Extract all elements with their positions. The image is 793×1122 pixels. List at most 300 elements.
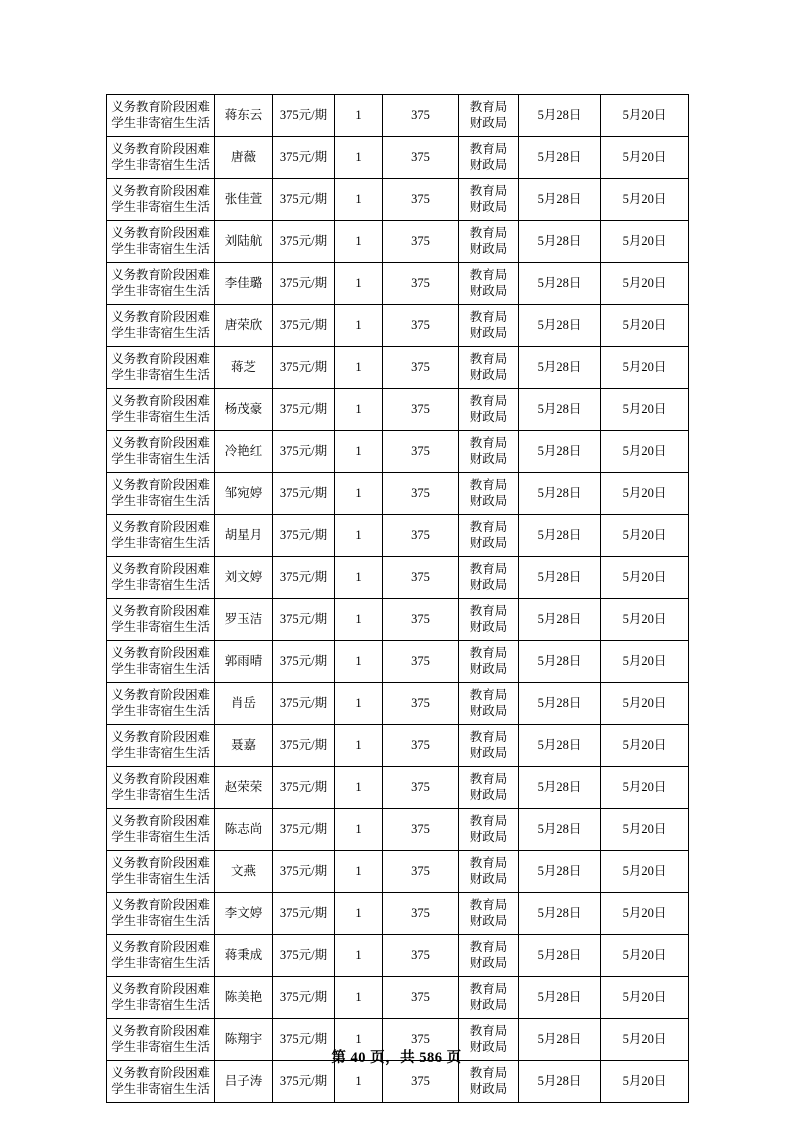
cell-date-second: 5月20日 <box>601 683 689 725</box>
department-line1: 教育局 <box>469 142 508 157</box>
cell-date-second: 5月20日 <box>601 305 689 347</box>
cell-date-first: 5月28日 <box>519 137 601 179</box>
cell-amount: 375 <box>383 137 459 179</box>
subsidy-item-line1: 义务教育阶段困难 <box>111 100 210 115</box>
cell-subsidy-item <box>107 935 215 977</box>
subsidy-item-line2: 学生非寄宿生生活 <box>111 1039 210 1054</box>
cell-amount: 375 <box>383 851 459 893</box>
subsidy-item-line1: 义务教育阶段困难 <box>111 142 210 157</box>
cell-student-name: 陈志尚 <box>215 809 273 851</box>
cell-date-first: 5月28日 <box>519 851 601 893</box>
cell-subsidy-item <box>107 305 215 347</box>
department-line1: 教育局 <box>469 562 508 577</box>
cell-date-first: 5月28日 <box>519 431 601 473</box>
cell-department <box>459 179 519 221</box>
subsidy-item-line1: 义务教育阶段困难 <box>111 436 210 451</box>
department-line1: 教育局 <box>469 436 508 451</box>
cell-student-name: 刘陆航 <box>215 221 273 263</box>
cell-standard: 375元/期 <box>273 641 335 683</box>
department-line1: 教育局 <box>469 982 508 997</box>
cell-date-first: 5月28日 <box>519 683 601 725</box>
table-row <box>107 935 689 977</box>
subsidy-item-line1: 义务教育阶段困难 <box>111 730 210 745</box>
cell-date-first: 5月28日 <box>519 725 601 767</box>
cell-date-second: 5月20日 <box>601 641 689 683</box>
department-line2: 财政局 <box>469 871 508 886</box>
department-line2: 财政局 <box>469 199 508 214</box>
cell-student-name: 张佳萱 <box>215 179 273 221</box>
subsidy-item-line1: 义务教育阶段困难 <box>111 184 210 199</box>
cell-student-name: 陈美艳 <box>215 977 273 1019</box>
cell-subsidy-item <box>107 221 215 263</box>
cell-department <box>459 347 519 389</box>
cell-date-second: 5月20日 <box>601 95 689 137</box>
cell-date-second: 5月20日 <box>601 977 689 1019</box>
table-row <box>107 389 689 431</box>
subsidy-item-line1: 义务教育阶段困难 <box>111 268 210 283</box>
cell-amount: 375 <box>383 179 459 221</box>
table-row <box>107 473 689 515</box>
cell-amount: 375 <box>383 473 459 515</box>
table-body <box>107 95 689 1103</box>
cell-count: 1 <box>335 557 383 599</box>
cell-department <box>459 95 519 137</box>
subsidy-item-line1: 义务教育阶段困难 <box>111 940 210 955</box>
subsidy-item-line2: 学生非寄宿生生活 <box>111 367 210 382</box>
cell-count: 1 <box>335 347 383 389</box>
table-row <box>107 851 689 893</box>
cell-count: 1 <box>335 641 383 683</box>
table-row <box>107 557 689 599</box>
table-row <box>107 95 689 137</box>
cell-date-second: 5月20日 <box>601 1019 689 1061</box>
cell-amount: 375 <box>383 725 459 767</box>
cell-date-first: 5月28日 <box>519 935 601 977</box>
department-line2: 财政局 <box>469 661 508 676</box>
cell-date-second: 5月20日 <box>601 473 689 515</box>
department-line1: 教育局 <box>469 268 508 283</box>
cell-standard: 375元/期 <box>273 767 335 809</box>
cell-amount: 375 <box>383 683 459 725</box>
subsidy-item-line2: 学生非寄宿生生活 <box>111 325 210 340</box>
cell-date-first: 5月28日 <box>519 1061 601 1103</box>
cell-student-name: 李佳璐 <box>215 263 273 305</box>
subsidy-item-line2: 学生非寄宿生生活 <box>111 955 210 970</box>
cell-student-name: 文燕 <box>215 851 273 893</box>
subsidy-item-line2: 学生非寄宿生生活 <box>111 451 210 466</box>
cell-student-name: 邹宛婷 <box>215 473 273 515</box>
department-line2: 财政局 <box>469 997 508 1012</box>
cell-subsidy-item <box>107 641 215 683</box>
department-line2: 财政局 <box>469 829 508 844</box>
cell-standard: 375元/期 <box>273 179 335 221</box>
cell-student-name: 杨茂豪 <box>215 389 273 431</box>
table-row <box>107 515 689 557</box>
cell-subsidy-item <box>107 725 215 767</box>
cell-date-first: 5月28日 <box>519 767 601 809</box>
subsidy-item-line2: 学生非寄宿生生活 <box>111 577 210 592</box>
subsidy-item-line2: 学生非寄宿生生活 <box>111 535 210 550</box>
cell-department <box>459 851 519 893</box>
subsidy-item-line1: 义务教育阶段困难 <box>111 814 210 829</box>
cell-subsidy-item <box>107 893 215 935</box>
department-line2: 财政局 <box>469 1081 508 1096</box>
subsidy-item-line2: 学生非寄宿生生活 <box>111 829 210 844</box>
cell-date-second: 5月20日 <box>601 515 689 557</box>
cell-standard: 375元/期 <box>273 851 335 893</box>
cell-count: 1 <box>335 515 383 557</box>
table-row <box>107 977 689 1019</box>
department-line1: 教育局 <box>469 478 508 493</box>
cell-amount: 375 <box>383 515 459 557</box>
cell-amount: 375 <box>383 221 459 263</box>
cell-standard: 375元/期 <box>273 1061 335 1103</box>
cell-count: 1 <box>335 1019 383 1061</box>
cell-date-first: 5月28日 <box>519 641 601 683</box>
subsidy-item-line2: 学生非寄宿生生活 <box>111 913 210 928</box>
subsidy-table <box>106 94 689 1103</box>
cell-department <box>459 809 519 851</box>
cell-amount: 375 <box>383 263 459 305</box>
cell-count: 1 <box>335 473 383 515</box>
cell-student-name: 刘文婷 <box>215 557 273 599</box>
cell-count: 1 <box>335 767 383 809</box>
department-line2: 财政局 <box>469 115 508 130</box>
subsidy-item-line1: 义务教育阶段困难 <box>111 772 210 787</box>
table-row <box>107 893 689 935</box>
table-row <box>107 347 689 389</box>
cell-student-name: 陈翔宇 <box>215 1019 273 1061</box>
subsidy-item-line2: 学生非寄宿生生活 <box>111 745 210 760</box>
cell-date-first: 5月28日 <box>519 95 601 137</box>
cell-student-name: 李文婷 <box>215 893 273 935</box>
cell-date-first: 5月28日 <box>519 221 601 263</box>
cell-amount: 375 <box>383 599 459 641</box>
cell-amount: 375 <box>383 95 459 137</box>
cell-date-second: 5月20日 <box>601 557 689 599</box>
subsidy-item-line1: 义务教育阶段困难 <box>111 226 210 241</box>
cell-count: 1 <box>335 137 383 179</box>
department-line2: 财政局 <box>469 787 508 802</box>
table-row <box>107 305 689 347</box>
cell-count: 1 <box>335 977 383 1019</box>
cell-standard: 375元/期 <box>273 389 335 431</box>
cell-subsidy-item <box>107 515 215 557</box>
cell-amount: 375 <box>383 557 459 599</box>
cell-department <box>459 389 519 431</box>
cell-amount: 375 <box>383 1061 459 1103</box>
subsidy-item-line1: 义务教育阶段困难 <box>111 646 210 661</box>
cell-subsidy-item <box>107 809 215 851</box>
cell-student-name: 罗玉洁 <box>215 599 273 641</box>
cell-date-second: 5月20日 <box>601 347 689 389</box>
table-row <box>107 263 689 305</box>
cell-department <box>459 515 519 557</box>
cell-count: 1 <box>335 725 383 767</box>
cell-department <box>459 221 519 263</box>
cell-subsidy-item <box>107 431 215 473</box>
cell-student-name: 肖岳 <box>215 683 273 725</box>
cell-amount: 375 <box>383 935 459 977</box>
cell-amount: 375 <box>383 305 459 347</box>
cell-student-name: 赵荣荣 <box>215 767 273 809</box>
cell-date-second: 5月20日 <box>601 221 689 263</box>
subsidy-item-line2: 学生非寄宿生生活 <box>111 661 210 676</box>
subsidy-item-line2: 学生非寄宿生生活 <box>111 199 210 214</box>
cell-student-name: 唐荣欣 <box>215 305 273 347</box>
department-line2: 财政局 <box>469 745 508 760</box>
cell-date-first: 5月28日 <box>519 515 601 557</box>
cell-count: 1 <box>335 263 383 305</box>
department-line1: 教育局 <box>469 1066 508 1081</box>
table-row <box>107 137 689 179</box>
cell-student-name: 聂嘉 <box>215 725 273 767</box>
cell-subsidy-item <box>107 851 215 893</box>
table-row <box>107 431 689 473</box>
cell-standard: 375元/期 <box>273 893 335 935</box>
cell-standard: 375元/期 <box>273 809 335 851</box>
subsidy-item-line1: 义务教育阶段困难 <box>111 394 210 409</box>
subsidy-item-line1: 义务教育阶段困难 <box>111 1024 210 1039</box>
department-line2: 财政局 <box>469 325 508 340</box>
subsidy-item-line1: 义务教育阶段困难 <box>111 478 210 493</box>
cell-amount: 375 <box>383 347 459 389</box>
cell-date-first: 5月28日 <box>519 305 601 347</box>
cell-count: 1 <box>335 683 383 725</box>
cell-standard: 375元/期 <box>273 725 335 767</box>
cell-date-second: 5月20日 <box>601 263 689 305</box>
department-line1: 教育局 <box>469 520 508 535</box>
cell-standard: 375元/期 <box>273 347 335 389</box>
table-row <box>107 641 689 683</box>
department-line1: 教育局 <box>469 1024 508 1039</box>
cell-count: 1 <box>335 1061 383 1103</box>
cell-student-name: 蒋东云 <box>215 95 273 137</box>
department-line2: 财政局 <box>469 913 508 928</box>
cell-date-second: 5月20日 <box>601 137 689 179</box>
cell-standard: 375元/期 <box>273 557 335 599</box>
department-line1: 教育局 <box>469 814 508 829</box>
department-line1: 教育局 <box>469 646 508 661</box>
department-line1: 教育局 <box>469 604 508 619</box>
cell-department <box>459 683 519 725</box>
cell-subsidy-item <box>107 473 215 515</box>
cell-standard: 375元/期 <box>273 473 335 515</box>
cell-date-first: 5月28日 <box>519 557 601 599</box>
subsidy-item-line1: 义务教育阶段困难 <box>111 310 210 325</box>
cell-department <box>459 725 519 767</box>
department-line1: 教育局 <box>469 394 508 409</box>
cell-amount: 375 <box>383 389 459 431</box>
cell-date-second: 5月20日 <box>601 431 689 473</box>
cell-standard: 375元/期 <box>273 1019 335 1061</box>
subsidy-item-line2: 学生非寄宿生生活 <box>111 283 210 298</box>
cell-department <box>459 137 519 179</box>
cell-standard: 375元/期 <box>273 95 335 137</box>
cell-department <box>459 263 519 305</box>
subsidy-item-line1: 义务教育阶段困难 <box>111 856 210 871</box>
subsidy-item-line1: 义务教育阶段困难 <box>111 352 210 367</box>
cell-date-first: 5月28日 <box>519 1019 601 1061</box>
cell-department <box>459 305 519 347</box>
cell-date-first: 5月28日 <box>519 599 601 641</box>
subsidy-item-line2: 学生非寄宿生生活 <box>111 115 210 130</box>
department-line1: 教育局 <box>469 856 508 871</box>
subsidy-item-line1: 义务教育阶段困难 <box>111 982 210 997</box>
cell-department <box>459 935 519 977</box>
department-line1: 教育局 <box>469 772 508 787</box>
subsidy-item-line2: 学生非寄宿生生活 <box>111 493 210 508</box>
department-line2: 财政局 <box>469 619 508 634</box>
subsidy-item-line2: 学生非寄宿生生活 <box>111 871 210 886</box>
department-line1: 教育局 <box>469 940 508 955</box>
cell-amount: 375 <box>383 641 459 683</box>
table-row <box>107 809 689 851</box>
cell-department <box>459 767 519 809</box>
subsidy-item-line2: 学生非寄宿生生活 <box>111 1081 210 1096</box>
department-line1: 教育局 <box>469 184 508 199</box>
department-line1: 教育局 <box>469 352 508 367</box>
cell-department <box>459 473 519 515</box>
cell-date-second: 5月20日 <box>601 389 689 431</box>
cell-count: 1 <box>335 893 383 935</box>
cell-count: 1 <box>335 431 383 473</box>
department-line1: 教育局 <box>469 226 508 241</box>
cell-department <box>459 557 519 599</box>
cell-date-first: 5月28日 <box>519 893 601 935</box>
cell-subsidy-item <box>107 683 215 725</box>
cell-standard: 375元/期 <box>273 137 335 179</box>
cell-date-first: 5月28日 <box>519 977 601 1019</box>
cell-student-name: 冷艳红 <box>215 431 273 473</box>
cell-date-first: 5月28日 <box>519 473 601 515</box>
subsidy-item-line1: 义务教育阶段困难 <box>111 688 210 703</box>
cell-standard: 375元/期 <box>273 431 335 473</box>
department-line2: 财政局 <box>469 535 508 550</box>
table-row <box>107 767 689 809</box>
cell-count: 1 <box>335 95 383 137</box>
cell-date-second: 5月20日 <box>601 809 689 851</box>
cell-count: 1 <box>335 809 383 851</box>
department-line1: 教育局 <box>469 100 508 115</box>
cell-student-name: 胡星月 <box>215 515 273 557</box>
cell-standard: 375元/期 <box>273 599 335 641</box>
subsidy-item-line1: 义务教育阶段困难 <box>111 562 210 577</box>
cell-subsidy-item <box>107 95 215 137</box>
subsidy-item-line2: 学生非寄宿生生活 <box>111 241 210 256</box>
cell-date-second: 5月20日 <box>601 767 689 809</box>
cell-count: 1 <box>335 221 383 263</box>
table-row <box>107 179 689 221</box>
subsidy-item-line1: 义务教育阶段困难 <box>111 1066 210 1081</box>
cell-date-second: 5月20日 <box>601 935 689 977</box>
cell-date-first: 5月28日 <box>519 809 601 851</box>
subsidy-item-line2: 学生非寄宿生生活 <box>111 787 210 802</box>
cell-amount: 375 <box>383 977 459 1019</box>
cell-student-name: 吕子涛 <box>215 1061 273 1103</box>
cell-date-second: 5月20日 <box>601 599 689 641</box>
department-line2: 财政局 <box>469 955 508 970</box>
table-row <box>107 725 689 767</box>
cell-date-second: 5月20日 <box>601 1061 689 1103</box>
cell-subsidy-item <box>107 347 215 389</box>
department-line2: 财政局 <box>469 283 508 298</box>
cell-count: 1 <box>335 851 383 893</box>
cell-subsidy-item <box>107 389 215 431</box>
subsidy-item-line2: 学生非寄宿生生活 <box>111 997 210 1012</box>
cell-department <box>459 599 519 641</box>
cell-count: 1 <box>335 599 383 641</box>
subsidy-item-line2: 学生非寄宿生生活 <box>111 703 210 718</box>
cell-standard: 375元/期 <box>273 683 335 725</box>
cell-date-second: 5月20日 <box>601 179 689 221</box>
subsidy-item-line1: 义务教育阶段困难 <box>111 604 210 619</box>
cell-standard: 375元/期 <box>273 515 335 557</box>
cell-date-first: 5月28日 <box>519 389 601 431</box>
cell-amount: 375 <box>383 1019 459 1061</box>
subsidy-item-line2: 学生非寄宿生生活 <box>111 619 210 634</box>
cell-amount: 375 <box>383 893 459 935</box>
cell-date-first: 5月28日 <box>519 179 601 221</box>
cell-subsidy-item <box>107 767 215 809</box>
cell-standard: 375元/期 <box>273 305 335 347</box>
department-line2: 财政局 <box>469 157 508 172</box>
department-line2: 财政局 <box>469 703 508 718</box>
cell-count: 1 <box>335 179 383 221</box>
department-line2: 财政局 <box>469 367 508 382</box>
cell-standard: 375元/期 <box>273 935 335 977</box>
cell-subsidy-item <box>107 179 215 221</box>
cell-student-name: 蒋芝 <box>215 347 273 389</box>
cell-department <box>459 431 519 473</box>
cell-amount: 375 <box>383 431 459 473</box>
department-line2: 财政局 <box>469 409 508 424</box>
department-line2: 财政局 <box>469 241 508 256</box>
cell-date-second: 5月20日 <box>601 851 689 893</box>
department-line1: 教育局 <box>469 310 508 325</box>
subsidy-item-line1: 义务教育阶段困难 <box>111 898 210 913</box>
cell-subsidy-item <box>107 557 215 599</box>
cell-subsidy-item <box>107 977 215 1019</box>
page-footer: 第 40 页，共 586 页 <box>331 1050 462 1066</box>
cell-subsidy-item <box>107 263 215 305</box>
table-row <box>107 683 689 725</box>
cell-date-second: 5月20日 <box>601 725 689 767</box>
cell-date-first: 5月28日 <box>519 347 601 389</box>
cell-standard: 375元/期 <box>273 221 335 263</box>
cell-amount: 375 <box>383 809 459 851</box>
subsidy-item-line1: 义务教育阶段困难 <box>111 520 210 535</box>
cell-student-name: 郭雨晴 <box>215 641 273 683</box>
cell-count: 1 <box>335 935 383 977</box>
cell-standard: 375元/期 <box>273 263 335 305</box>
cell-count: 1 <box>335 389 383 431</box>
department-line2: 财政局 <box>469 451 508 466</box>
cell-standard: 375元/期 <box>273 977 335 1019</box>
subsidy-item-line2: 学生非寄宿生生活 <box>111 157 210 172</box>
cell-amount: 375 <box>383 767 459 809</box>
department-line1: 教育局 <box>469 898 508 913</box>
cell-student-name: 唐薇 <box>215 137 273 179</box>
department-line1: 教育局 <box>469 730 508 745</box>
cell-count: 1 <box>335 305 383 347</box>
cell-student-name: 蒋秉成 <box>215 935 273 977</box>
cell-subsidy-item <box>107 137 215 179</box>
subsidy-item-line2: 学生非寄宿生生活 <box>111 409 210 424</box>
cell-date-first: 5月28日 <box>519 263 601 305</box>
table-row <box>107 599 689 641</box>
cell-department <box>459 893 519 935</box>
